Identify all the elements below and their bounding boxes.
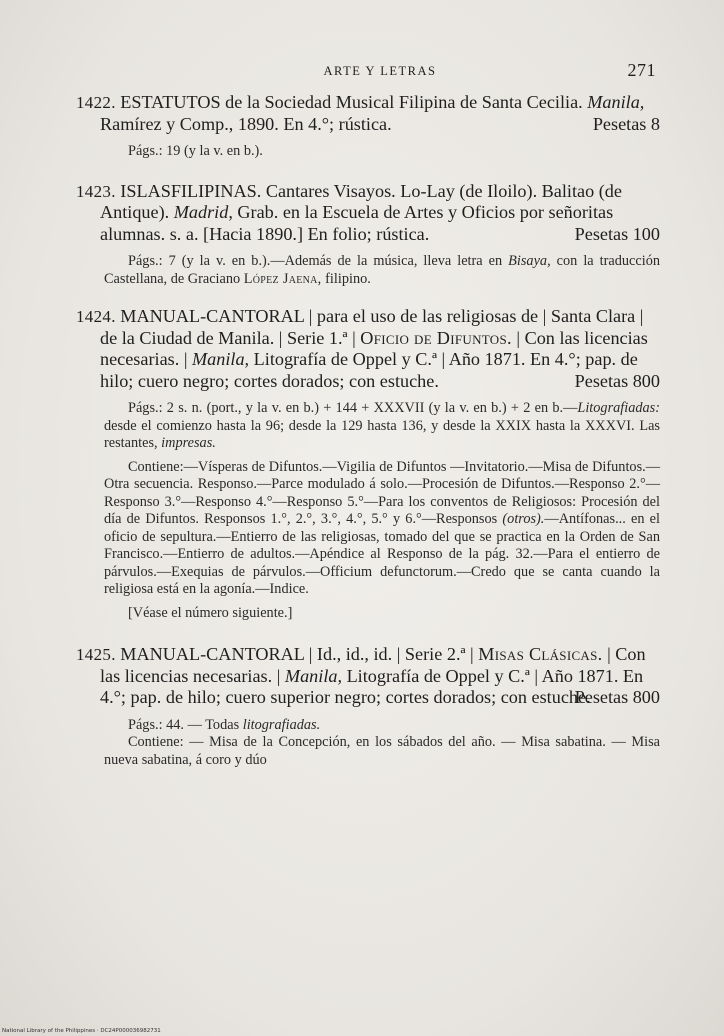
entry-imprint: Ramírez y Comp., 1890. En 4.°; rústica.: [100, 113, 392, 134]
entry-imprint: Litografía de Oppel y C.ª | Año 1871. En 4.°; pap. de hilo; cuero negro; cortes dorados; con estuche.: [100, 349, 638, 391]
entry-price: Pesetas 8: [592, 113, 660, 134]
entry-number: 1423.: [76, 181, 116, 201]
running-header: [104, 60, 656, 86]
pages-text: Págs.: 2 s. n. (port., y la v. en b.) + 144 + XXXVII (y la v. en b.) + 2 en b.—: [128, 400, 578, 416]
lithographed-label: litografiadas.: [242, 716, 321, 733]
entry-heading: [76, 92, 660, 135]
entry-title: MANUAL-CANTORAL | para el uso de las religiosas de | Santa Clara | de la Ciudad de Manila. | Serie 1.ª |: [100, 306, 644, 348]
page-body: [76, 92, 660, 769]
running-title: ARTE Y LETRAS: [323, 64, 437, 78]
entry-contents: [104, 459, 660, 599]
pages-text-cont: desde el comienzo hasta la 96; desde la 129 hasta 136, y desde la XXIX hasta la XXXVI. Las restantes,: [104, 417, 660, 451]
pages-text: Págs.: 7 (y la v. en b.).—Además de la música, lleva letra en: [128, 253, 503, 269]
entry-imprint: Grab. en la Escuela de Artes y Oficios por señoritas alumnas. s. a. [Hacia 1890.] En folio; rústica.: [100, 202, 614, 244]
entry-1423: [76, 181, 660, 289]
entry-pages: Págs.: 19 (y la v. en b.).: [128, 143, 263, 159]
entry-place: Manila,: [284, 665, 343, 686]
pages-text: Págs.: 44. — Todas: [128, 716, 240, 733]
entry-subtitle: Misas Clásicas.: [478, 644, 603, 664]
entry-title: MANUAL-CANTORAL | Id., id., id. | Serie 2.ª |: [120, 644, 474, 664]
entry-price: Pesetas 100: [574, 223, 660, 244]
printed-label: impresas.: [161, 435, 216, 451]
entry-1424: [76, 306, 660, 622]
scan-credit: National Library of the Philippines · DC24P000036982731: [2, 1028, 161, 1034]
entry-price: Pesetas 800: [574, 687, 660, 707]
lithographed-label: Litografiadas:: [577, 400, 660, 416]
page-number: 271: [627, 60, 656, 80]
entry-number: 1422.: [76, 93, 116, 112]
entry-heading: [76, 181, 660, 246]
entry-1422: [76, 92, 660, 161]
entry-subtitle: Oficio de Difuntos.: [360, 327, 512, 348]
contents-text: Contiene:—Vísperas de Difuntos.—Vigilia de Difuntos —Invitatorio.—Misa de Difuntos.—Otra secuencia. Responso.—Parce modulado á solo.—Procesión de Difuntos.—Responso 2.°—Responso 3.°—Responso 4.°—Responso 5.°—Para los conventos de Religiosos: Procesión del día de Difuntos. Responsos 1.°, 2.°, 3.°, 4.°, 5.° y 6.°—Responsos: [104, 458, 660, 527]
entry-contents: Contiene: — Misa de la Concepción, en los sábados del año. — Misa sabatina. — Misa nueva sabatina, á coro y dúo: [104, 734, 660, 768]
entry-place: Madrid,: [173, 202, 233, 222]
author-name: López Jaena,: [243, 270, 322, 287]
contents-text-cont: —Antífonas... en el oficio de sepultura.—Entierro de las religiosas, tomado del que se practica en la Orden de San Francisco.—Entierro de adultos.—Apéndice al Responso de la pág. 32.—Para el entierro de párvulos.—Exequias de párvulos.—Officium defunctorum.—Credo que se canta cuando la religiosa está en la agonía.—Indice.: [104, 511, 660, 597]
entry-pages: [104, 253, 660, 288]
entry-licence: | Con las licencias necesarias. |: [100, 644, 646, 686]
pages-text-end: filipino.: [325, 270, 371, 287]
entry-1425: [76, 644, 660, 769]
entry-imprint: Litografía de Oppel y C.ª | Año 1871. En 4.°; pap. de hilo; cuero superior negro; cortes dorados; con estuche.: [100, 665, 644, 707]
entry-number: 1424.: [76, 307, 116, 326]
entry-heading: [76, 306, 660, 392]
pages-text-cont: con la traducción Castellana, de Graciano: [104, 253, 660, 287]
entry-licence: | Con las licencias necesarias. |: [100, 327, 648, 369]
entry-heading: [76, 644, 660, 709]
cross-reference: [Véase el número siguiente.]: [128, 604, 293, 621]
entry-price: Pesetas 800: [574, 370, 660, 391]
entry-title: ESTATUTOS de la Sociedad Musical Filipina de Santa Cecilia.: [120, 92, 583, 112]
entry-pages: [104, 400, 660, 453]
entry-place: Manila,: [587, 92, 645, 112]
entry-number: 1425.: [76, 645, 116, 664]
entry-pages: [104, 717, 660, 735]
entry-place: Manila,: [192, 349, 250, 369]
language-name: Bisaya,: [508, 253, 551, 269]
entry-title: ISLASFILIPINAS. Cantares Visayos. Lo-Lay (de Iloilo). Balitao (de Antique).: [100, 180, 622, 222]
contents-others: (otros).: [502, 511, 545, 527]
